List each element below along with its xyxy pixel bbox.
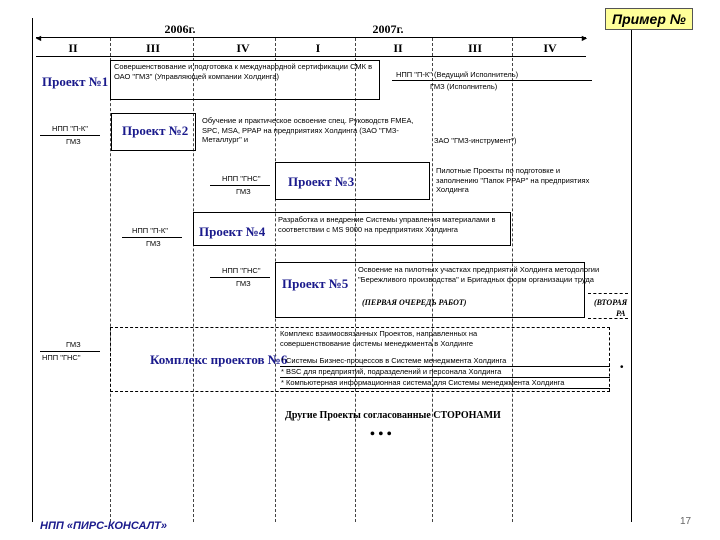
project-2-label: Проект №2 bbox=[122, 123, 189, 138]
quarter-label: II bbox=[68, 41, 78, 55]
quarter-line bbox=[36, 56, 586, 57]
project-4-label: Проект №4 bbox=[199, 224, 266, 239]
project-5-org-line bbox=[210, 277, 270, 278]
project-1-lead-org: НПП "П-К" (Ведущий Исполнитель) bbox=[396, 70, 519, 79]
other-projects-dots: • • • bbox=[370, 427, 392, 442]
project-5-phase2-bottom bbox=[588, 318, 628, 319]
project-3-desc: Пилотные Проекты по подготовке и заполнению "Папок PPAP" на предприятиях Холдинга bbox=[436, 166, 590, 194]
project-6-org-line bbox=[40, 351, 100, 352]
project-5-phase1: (ПЕРВАЯ ОЧЕРЕДЬ РАБОТ) bbox=[362, 298, 467, 307]
example-badge: Пример № bbox=[605, 8, 693, 30]
project-6-bullet: * Системы Бизнес-процессов в Системе менеджмента Холдинга bbox=[281, 356, 507, 365]
page-number: 17 bbox=[680, 516, 692, 527]
project-6-org: ГМЗ bbox=[66, 340, 81, 349]
project-2-org-line bbox=[40, 135, 100, 136]
quarter-label: III bbox=[467, 41, 482, 55]
year-arrow-left: ◄ bbox=[34, 33, 43, 43]
project-1-exec-org: ГМЗ (Исполнитель) bbox=[430, 82, 498, 91]
project-2-desc-tail: ЗАО "ГМЗ-инструмент") bbox=[434, 136, 517, 145]
quarter-label: IV bbox=[543, 41, 557, 55]
quarter-label: III bbox=[145, 41, 160, 55]
project-2-desc: Обучение и практическое освоение спец. Руководств FMEA, SPC, MSA, PPAP на предприятиях Холдинга (ЗАО "ГМЗ-Металлург" и bbox=[202, 116, 414, 144]
grid-line bbox=[110, 38, 111, 522]
project-3-org-line bbox=[210, 185, 270, 186]
project-5-phase2-line bbox=[588, 293, 628, 294]
project-6-bullet-line bbox=[280, 388, 610, 389]
quarter-label: II bbox=[393, 41, 403, 55]
year-arrow-right: ► bbox=[580, 33, 589, 43]
year-2007: 2007г. bbox=[372, 22, 404, 36]
project-5-label: Проект №5 bbox=[282, 276, 349, 291]
project-6-label: Комплекс проектов №6 bbox=[150, 352, 288, 367]
quarter-label: IV bbox=[236, 41, 250, 55]
project-2-org: НПП "П-К" bbox=[52, 124, 88, 133]
project-5-desc: Освоение на пилотных участках предприятий Холдинга методологии "Бережливого производства" и Бригадных форм организации труда bbox=[358, 265, 600, 284]
project-5-phase2: (ВТОРАЯ bbox=[594, 298, 628, 307]
quarter-label: I bbox=[315, 41, 321, 55]
year-2006: 2006г. bbox=[164, 22, 196, 36]
footer-company: НПП «ПИРС-КОНСАЛТ» bbox=[40, 520, 167, 532]
project-5-phase2b: РА bbox=[616, 309, 626, 318]
project-6-dot: • bbox=[620, 362, 624, 373]
project-4-org-line bbox=[122, 237, 182, 238]
project-3-org: НПП "ГНС" bbox=[222, 174, 261, 183]
project-4-org: ГМЗ bbox=[146, 239, 161, 248]
project-4-desc: Разработка и внедрение Системы управления материалами в соответствии с MS 9000 на предприятиях Холдинга bbox=[278, 215, 496, 234]
grid-line bbox=[193, 38, 194, 522]
project-3-label: Проект №3 bbox=[288, 174, 355, 189]
year-line bbox=[36, 37, 586, 38]
project-6-bullet: * BSC для предприятий, подразделений и персонала Холдинга bbox=[281, 367, 502, 376]
other-projects-label: Другие Проекты согласованные СТОРОНАМИ bbox=[285, 410, 501, 421]
project-1-org-line bbox=[392, 80, 592, 81]
project-5-org: ГМЗ bbox=[236, 279, 251, 288]
project-4-org: НПП "П-К" bbox=[132, 226, 168, 235]
project-6-bullet: * Компьютерная информационная система для Системы менеджмента Холдинга bbox=[281, 378, 565, 387]
project-5-org: НПП "ГНС" bbox=[222, 266, 261, 275]
project-6-org: НПП "ГНС" bbox=[42, 353, 81, 362]
project-1-desc: Совершенствование и подготовка к международной сертификации СМК в ОАО "ГМЗ" (Управляющей компании Холдинга) bbox=[114, 62, 373, 81]
project-2-org: ГМЗ bbox=[66, 137, 81, 146]
project-1-label: Проект №1 bbox=[42, 74, 109, 89]
project-3-org: ГМЗ bbox=[236, 187, 251, 196]
project-6-desc: Комплекс взаимосвязанных Проектов, направленных на совершенствование системы менеджмента в Холдинге bbox=[280, 329, 478, 348]
